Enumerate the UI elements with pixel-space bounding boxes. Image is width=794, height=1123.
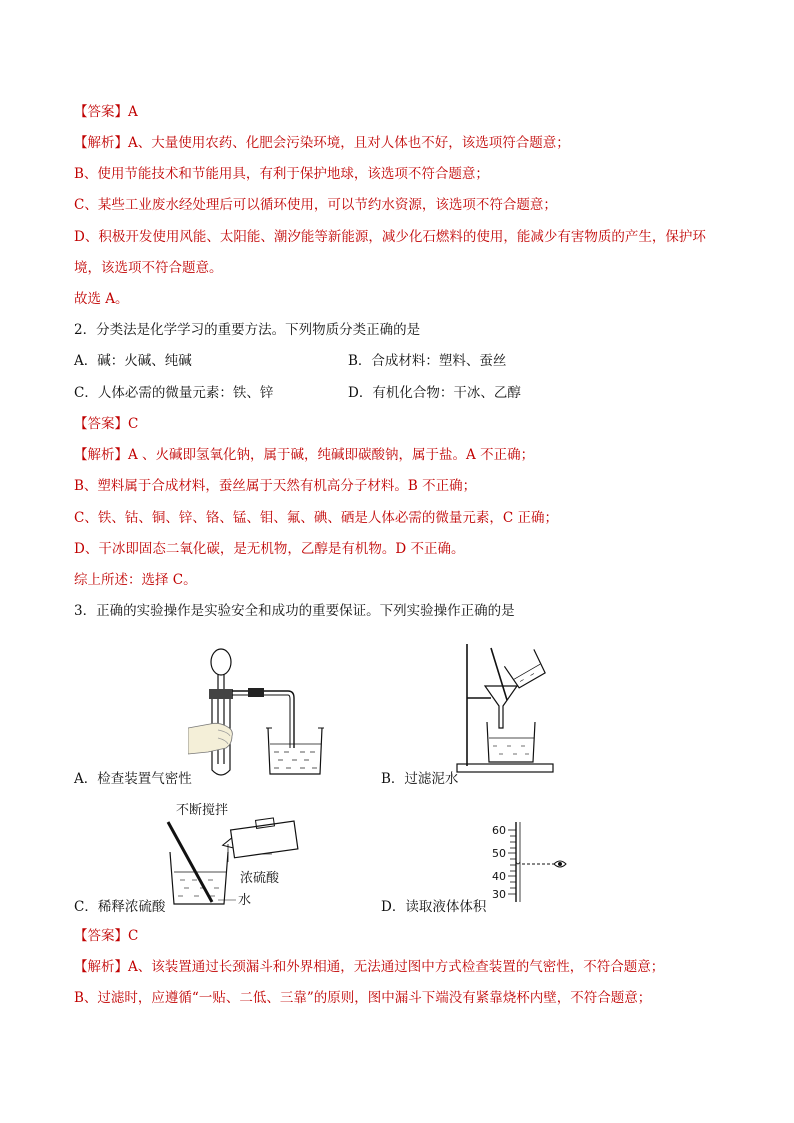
figure-a-airtightness-apparatus [188,644,328,780]
q3-stem: 3．正确的实验操作是实验安全和成功的重要保证。下列实验操作正确的是 [74,603,515,619]
figure-d-tick-label: 30 [492,888,506,901]
q1-conclusion: 故选 A。 [74,291,129,307]
figure-b-filtration-apparatus [455,642,567,776]
q2-option-b: B．合成材料：塑料、蚕丝 [348,353,507,369]
q3-caption-d: D．读取液体体积 [381,899,487,915]
q2-answer: 【答案】C [74,416,139,432]
q3-analysis-line: 【解析】A、该装置通过长颈漏斗和外界相通，无法通过图中方式检查装置的气密性，不符合题意； [74,959,665,975]
figure-c-label-water: 水 [238,893,252,908]
figure-d-graduated-cylinder [486,820,572,904]
q2-option-c: C．人体必需的微量元素：铁、锌 [74,385,274,401]
q3-caption-c: C．稀释浓硫酸 [74,899,166,915]
q1-analysis-line: 境，该选项不符合题意。 [74,260,223,276]
q2-stem: 2．分类法是化学学习的重要方法。下列物质分类正确的是 [74,322,421,338]
figure-c-label-stir: 不断搅拌 [176,803,229,818]
q3-caption-b: B．过滤泥水 [381,771,459,787]
q2-analysis-line: C、铁、钴、铜、锌、铬、锰、钼、氟、碘、硒是人体必需的微量元素，C 正确； [74,510,558,526]
figure-c-dilution-apparatus [160,800,310,912]
figure-c-label-acid: 浓硫酸 [240,871,280,886]
q2-conclusion: 综上所述：选择 C。 [74,572,197,588]
q2-option-d: D．有机化合物：干冰、乙醇 [348,385,521,401]
q2-option-a: A．碱：火碱、纯碱 [74,353,192,369]
q2-analysis-line: 【解析】A 、火碱即氢氧化钠，属于碱，纯碱即碳酸钠，属于盐。A 不正确； [74,447,535,463]
q1-analysis-line: 【解析】A、大量使用农药、化肥会污染环境，且对人体也不好，该选项符合题意； [74,135,570,151]
q1-analysis-line: C、某些工业废水经处理后可以循环使用，可以节约水资源，该选项不符合题意； [74,197,557,213]
q1-analysis-line: D、积极开发使用风能、太阳能、潮汐能等新能源，减少化石燃料的使用，能减少有害物质的产生，保护环 [74,229,706,245]
figure-d-tick-label: 40 [492,870,506,883]
q2-analysis-line: D、干冰即固态二氧化碳，是无机物，乙醇是有机物。D 不正确。 [74,541,465,557]
q1-answer: 【答案】A [74,104,138,120]
q1-analysis-line: B、使用节能技术和节能用具，有利于保护地球，该选项不符合题意； [74,166,489,182]
q3-caption-a: A．检查装置气密性 [74,771,192,787]
figure-d-tick-label: 60 [492,824,506,837]
q2-analysis-line: B、塑料属于合成材料，蚕丝属于天然有机高分子材料。B 不正确； [74,478,477,494]
figure-d-tick-label: 50 [492,847,506,860]
q3-answer: 【答案】C [74,928,139,944]
q3-analysis-line: B、过滤时，应遵循“一贴、二低、三靠”的原则，图中漏斗下端没有紧靠烧杯内壁，不符合题意； [74,990,652,1006]
